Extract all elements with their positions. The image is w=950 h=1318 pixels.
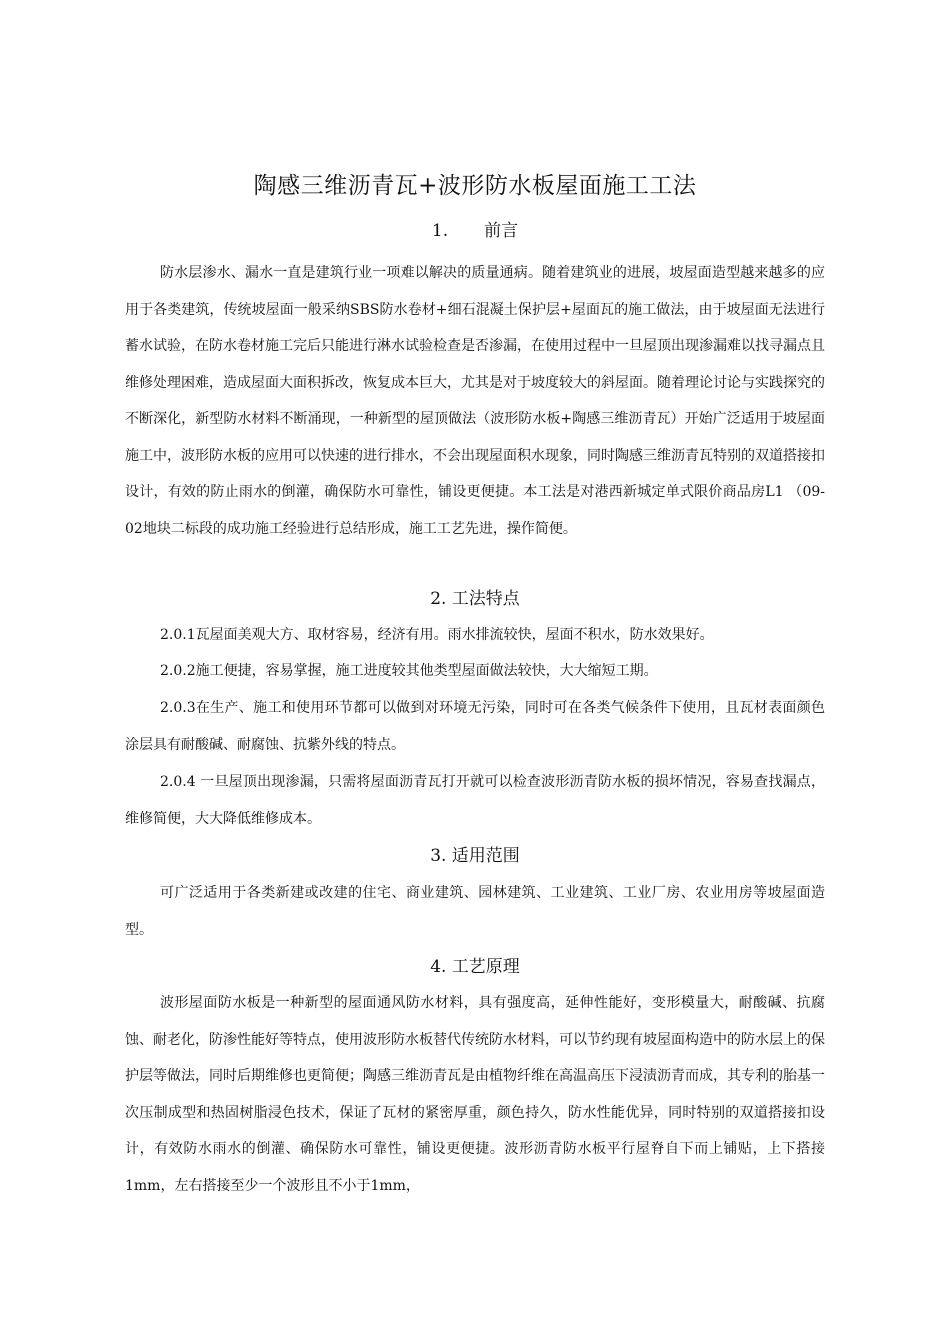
section-2-heading: 2. 工法特点 [430, 589, 520, 609]
section-4-heading: 4. 工艺原理 [430, 957, 520, 977]
section-1-title: 前言 [484, 221, 519, 241]
section-1-paragraph: 防水层渗水、漏水一直是建筑行业一项难以解决的质量通病。随着建筑业的进展，坡屋面造型越来越多的应用于各类建筑，传统坡屋面一般采纳SBS防水卷材+细石混凝土保护层+屋面瓦的施工做法，由于坡屋面无法进行蓄水试验，在防水卷材施工完后只能进行淋水试验检查是否渗漏，在使用过程中一旦屋顶出现渗漏难以找寻漏点且维修处理困难，造成屋面大面积拆改，恢复成本巨大，尤其是对于坡度较大的斜屋面。随着理论讨论与实践探究的不断深化，新型防水材料不断涌现，一种新型的屋顶做法（波形防水板+陶感三维沥青瓦）开始广泛适用于坡屋面施工中，波形防水板的应用可以快速的进行排水，不会出现屋面积水现象，同时陶感三维沥青瓦特别的双道搭接扣设计，有效的防止雨水的倒灌，确保防水可靠性，铺设更便捷。本工法是对港西新城定单式限价商品房L1 （09-02地块二标段的成功施工经验进行总结形成，施工工艺先进，操作简便。 [125, 265, 825, 537]
section-1-number: 1. [431, 221, 449, 241]
section-2-paragraph-1: 2.0.1瓦屋面美观大方、取材容易，经济有用。雨水排流较快，屋面不积水，防水效果好。 [160, 627, 714, 643]
section-2-paragraph-2: 2.0.2施工便捷，容易掌握，施工进度较其他类型屋面做法较快，大大缩短工期。 [160, 663, 658, 679]
section-2-paragraph-4: 2.0.4 一旦屋顶出现渗漏，只需将屋面沥青瓦打开就可以检查波形沥青防水板的损坏情况，容易查找漏点，维修简便，大大降低维修成本。 [125, 774, 825, 827]
section-3-heading: 3. 适用范围 [430, 846, 520, 866]
section-3-paragraph: 可广泛适用于各类新建或改建的住宅、商业建筑、园林建筑、工业建筑、工业厂房、农业用房等坡屋面造型。 [125, 885, 825, 938]
document-title: 陶感三维沥青瓦+波形防水板屋面施工工法 [253, 173, 697, 199]
section-1-heading [125, 217, 825, 245]
section-4-paragraph: 波形屋面防水板是一种新型的屋面通风防水材料，具有强度高，延伸性能好，变形模量大，耐酸碱、抗腐蚀、耐老化，防渗性能好等特点，使用波形防水板替代传统防水材料，可以节约现有坡屋面构造中的防水层上的保护层等做法，同时后期维修也更简便；陶感三维沥青瓦是由植物纤维在高温高压下浸渍沥青而成，其专利的胎基一次压制成型和热固树脂浸色技术，保证了瓦材的紧密厚重，颜色持久，防水性能优异，同时特别的双道搭接扣设计，有效防水雨水的倒灌、确保防水可靠性，铺设更便捷。波形沥青防水板平行屋脊自下而上铺贴，上下搭接1mm，左右搭接至少一个波形且不小于1mm， [125, 995, 825, 1194]
section-2-paragraph-3: 2.0.3在生产、施工和使用环节都可以做到对环境无污染，同时可在各类气候条件下使用，且瓦材表面颜色涂层具有耐酸碱、耐腐蚀、抗紫外线的特点。 [125, 700, 825, 753]
